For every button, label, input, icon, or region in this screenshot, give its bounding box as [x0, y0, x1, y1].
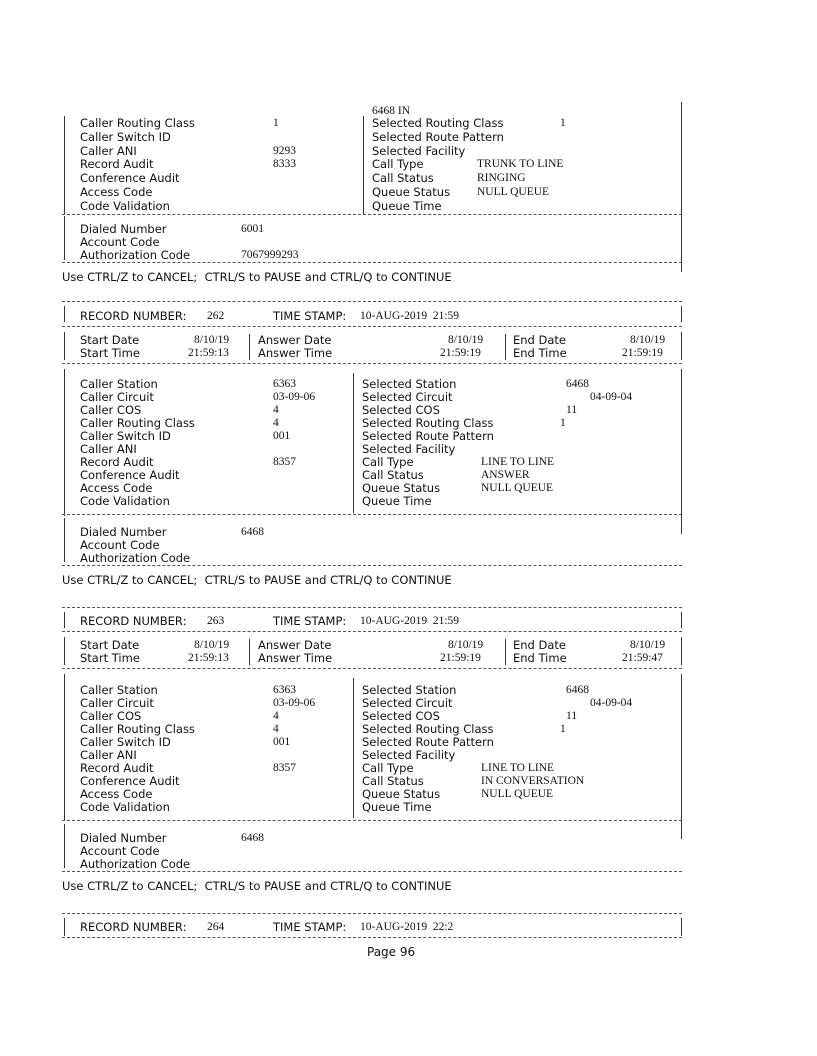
left-border	[64, 369, 65, 516]
call-status-label: Call Status	[362, 468, 424, 482]
caller-switch-id-label: Caller Switch ID	[80, 130, 171, 144]
authorization-code-value: 7067999293	[241, 249, 299, 261]
authorization-code-label: Authorization Code	[80, 248, 191, 262]
left-border	[64, 612, 65, 628]
end-date-value: 8/10/19	[630, 334, 666, 346]
dialed-number-label: Dialed Number	[80, 525, 167, 539]
dialed-number-label: Dialed Number	[80, 222, 167, 236]
divider	[62, 363, 682, 364]
right-border	[681, 637, 682, 665]
caller-cos-value: 4	[273, 710, 279, 722]
continue-prompt: Use CTRL/Z to CANCEL; CTRL/S to PAUSE and CTRL/Q to CONTINUE	[62, 879, 452, 893]
right-border	[681, 332, 682, 360]
selected-route-pattern-label: Selected Route Pattern	[362, 735, 494, 749]
queue-status-value: NULL QUEUE	[477, 186, 550, 198]
divider	[62, 326, 682, 327]
end-time-value: 21:59:19	[622, 347, 663, 359]
dialed-number-value: 6468	[241, 526, 264, 538]
selected-routing-class-value: 1	[560, 417, 566, 429]
selected-station-value: 6468	[566, 378, 589, 390]
caller-circuit-label: Caller Circuit	[80, 390, 154, 404]
divider	[62, 820, 682, 821]
column-divider	[249, 334, 250, 360]
divider	[62, 913, 682, 914]
time-stamp-value: 10-AUG-2019 22:2	[360, 921, 454, 933]
right-border	[681, 102, 682, 272]
call-type-label: Call Type	[362, 761, 414, 775]
divider	[62, 301, 682, 302]
queue-status-value: NULL QUEUE	[481, 788, 554, 800]
answer-date-label: Answer Date	[258, 638, 332, 652]
selected-route-pattern-label: Selected Route Pattern	[372, 130, 504, 144]
record-number-value: 263	[207, 615, 225, 627]
code-validation-label: Code Validation	[80, 494, 170, 508]
caller-circuit-label: Caller Circuit	[80, 696, 154, 710]
dialed-number-value: 6001	[241, 223, 264, 235]
caller-circuit-value: 03-09-06	[273, 391, 316, 403]
time-stamp-label: TIME STAMP:	[273, 614, 347, 628]
column-divider	[249, 639, 250, 665]
start-date-label: Start Date	[80, 638, 140, 652]
access-code-label: Access Code	[80, 185, 153, 199]
caller-routing-class-value: 4	[273, 417, 279, 429]
selected-routing-class-value: 1	[560, 117, 566, 129]
time-stamp-label: TIME STAMP:	[273, 309, 347, 323]
caller-ani-label: Caller ANI	[80, 442, 137, 456]
queue-status-label: Queue Status	[362, 481, 441, 495]
time-stamp-label: TIME STAMP:	[273, 920, 347, 934]
right-border	[681, 612, 682, 628]
divider	[62, 514, 682, 515]
record-audit-value: 8333	[273, 158, 296, 170]
left-border	[64, 918, 65, 936]
record-audit-label: Record Audit	[80, 455, 154, 469]
dialed-number-value: 6468	[241, 832, 264, 844]
divider	[62, 214, 682, 215]
answer-date-value: 8/10/19	[448, 639, 484, 651]
caller-routing-class-value: 1	[273, 117, 279, 129]
end-date-label: End Date	[513, 333, 566, 347]
answer-date-label: Answer Date	[258, 333, 332, 347]
left-border	[64, 824, 65, 868]
call-status-label: Call Status	[362, 774, 424, 788]
call-type-value: TRUNK TO LINE	[477, 158, 564, 170]
selected-facility-label: Selected Facility	[362, 748, 456, 762]
record-audit-value: 8357	[273, 456, 296, 468]
column-divider	[353, 373, 354, 513]
right-border	[681, 674, 682, 839]
conference-audit-label: Conference Audit	[80, 171, 180, 185]
selected-circuit-value: 04-09-04	[590, 391, 633, 403]
caller-switch-id-label: Caller Switch ID	[80, 735, 171, 749]
left-border	[64, 674, 65, 821]
record-audit-label: Record Audit	[80, 157, 154, 171]
selected-cos-label: Selected COS	[362, 403, 440, 417]
account-code-label: Account Code	[80, 844, 160, 858]
record-audit-label: Record Audit	[80, 761, 154, 775]
queue-status-value: NULL QUEUE	[481, 482, 554, 494]
selected-station-label: Selected Station	[362, 683, 457, 697]
caller-routing-class-label: Caller Routing Class	[80, 116, 195, 130]
conference-audit-label: Conference Audit	[80, 468, 180, 482]
selected-circuit-value: 04-09-04	[590, 697, 633, 709]
call-type-label: Call Type	[372, 157, 424, 171]
answer-time-value: 21:59:19	[440, 652, 481, 664]
continue-prompt: Use CTRL/Z to CANCEL; CTRL/S to PAUSE and CTRL/Q to CONTINUE	[62, 573, 452, 587]
selected-route-pattern-label: Selected Route Pattern	[362, 429, 494, 443]
caller-cos-value: 4	[273, 404, 279, 416]
access-code-label: Access Code	[80, 787, 153, 801]
caller-station-label: Caller Station	[80, 683, 158, 697]
divider	[62, 565, 682, 566]
caller-switch-id-value: 001	[273, 736, 291, 748]
divider	[62, 631, 682, 632]
caller-station-label: Caller Station	[80, 377, 158, 391]
selected-facility-label: Selected Facility	[362, 442, 456, 456]
queue-status-label: Queue Status	[362, 787, 441, 801]
call-status-value: IN CONVERSATION	[481, 775, 585, 787]
left-border	[64, 518, 65, 562]
selected-station-label: Selected Station	[362, 377, 457, 391]
selected-cos-value: 11	[566, 404, 578, 416]
end-date-value: 8/10/19	[630, 639, 666, 651]
account-code-label: Account Code	[80, 538, 160, 552]
account-code-label: Account Code	[80, 235, 160, 249]
selected-facility-label: Selected Facility	[372, 144, 466, 158]
call-type-value: LINE TO LINE	[481, 456, 555, 468]
left-border	[64, 332, 65, 360]
page-number: Page 96	[367, 945, 416, 959]
time-stamp-value: 10-AUG-2019 21:59	[360, 310, 460, 322]
divider	[62, 607, 682, 608]
queue-time-label: Queue Time	[362, 494, 432, 508]
code-validation-label: Code Validation	[80, 800, 170, 814]
selected-routing-class-label: Selected Routing Class	[362, 722, 494, 736]
call-type-value: LINE TO LINE	[481, 762, 555, 774]
authorization-code-label: Authorization Code	[80, 551, 191, 565]
record-number-label: RECORD NUMBER:	[80, 614, 187, 628]
caller-ani-label: Caller ANI	[80, 144, 137, 158]
divider	[62, 937, 682, 938]
divider	[62, 262, 682, 263]
answer-time-value: 21:59:19	[440, 347, 481, 359]
record-number-value: 264	[207, 921, 225, 933]
caller-ani-value: 9293	[273, 145, 296, 157]
right-border	[681, 918, 682, 936]
end-time-label: End Time	[513, 346, 567, 360]
divider	[62, 668, 682, 669]
left-border	[64, 216, 65, 260]
caller-station-value: 6363	[273, 378, 296, 390]
answer-date-value: 8/10/19	[448, 334, 484, 346]
column-divider	[505, 334, 506, 360]
time-stamp-value: 10-AUG-2019 21:59	[360, 615, 460, 627]
answer-time-label: Answer Time	[258, 651, 333, 665]
start-time-label: Start Time	[80, 651, 140, 665]
queue-status-label: Queue Status	[372, 185, 451, 199]
selected-circuit-label: Selected Circuit	[362, 696, 453, 710]
call-type-label: Call Type	[362, 455, 414, 469]
record-audit-value: 8357	[273, 762, 296, 774]
selected-circuit-label: Selected Circuit	[362, 390, 453, 404]
caller-routing-class-label: Caller Routing Class	[80, 416, 195, 430]
selected-cos-value: 11	[566, 710, 578, 722]
column-divider	[505, 639, 506, 665]
start-date-value: 8/10/19	[194, 334, 230, 346]
conference-audit-label: Conference Audit	[80, 774, 180, 788]
access-code-label: Access Code	[80, 481, 153, 495]
selected-routing-class-label: Selected Routing Class	[362, 416, 494, 430]
left-border	[64, 116, 65, 214]
start-time-value: 21:59:13	[188, 347, 229, 359]
caller-cos-label: Caller COS	[80, 709, 142, 723]
queue-time-label: Queue Time	[372, 199, 442, 213]
end-time-value: 21:59:47	[622, 652, 663, 664]
caller-switch-id-value: 001	[273, 430, 291, 442]
continue-prompt: Use CTRL/Z to CANCEL; CTRL/S to PAUSE and CTRL/Q to CONTINUE	[62, 270, 452, 284]
call-status-value: ANSWER	[481, 469, 530, 481]
end-time-label: End Time	[513, 651, 567, 665]
caller-routing-class-label: Caller Routing Class	[80, 722, 195, 736]
code-validation-label: Code Validation	[80, 199, 170, 213]
left-border	[64, 306, 65, 322]
caller-switch-id-label: Caller Switch ID	[80, 429, 171, 443]
right-border	[681, 306, 682, 322]
end-date-label: End Date	[513, 638, 566, 652]
middle-border	[363, 116, 364, 214]
record-number-label: RECORD NUMBER:	[80, 920, 187, 934]
authorization-code-label: Authorization Code	[80, 857, 191, 871]
caller-circuit-value: 03-09-06	[273, 697, 316, 709]
caller-ani-label: Caller ANI	[80, 748, 137, 762]
start-time-value: 21:59:13	[188, 652, 229, 664]
record-number-value: 262	[207, 310, 225, 322]
dialed-number-label: Dialed Number	[80, 831, 167, 845]
start-date-value: 8/10/19	[194, 639, 230, 651]
start-time-label: Start Time	[80, 346, 140, 360]
caller-cos-label: Caller COS	[80, 403, 142, 417]
divider	[62, 871, 682, 872]
caller-station-value: 6363	[273, 684, 296, 696]
start-date-label: Start Date	[80, 333, 140, 347]
right-border	[681, 369, 682, 534]
left-border	[64, 637, 65, 665]
queue-time-label: Queue Time	[362, 800, 432, 814]
selected-routing-class-value: 1	[560, 723, 566, 735]
selected-station-value: 6468 IN	[372, 105, 411, 117]
caller-routing-class-value: 4	[273, 723, 279, 735]
column-divider	[353, 678, 354, 818]
selected-cos-label: Selected COS	[362, 709, 440, 723]
record-number-label: RECORD NUMBER:	[80, 309, 187, 323]
selected-routing-class-label: Selected Routing Class	[372, 116, 504, 130]
call-status-value: RINGING	[477, 172, 526, 184]
selected-station-value: 6468	[566, 684, 589, 696]
answer-time-label: Answer Time	[258, 346, 333, 360]
call-status-label: Call Status	[372, 171, 434, 185]
